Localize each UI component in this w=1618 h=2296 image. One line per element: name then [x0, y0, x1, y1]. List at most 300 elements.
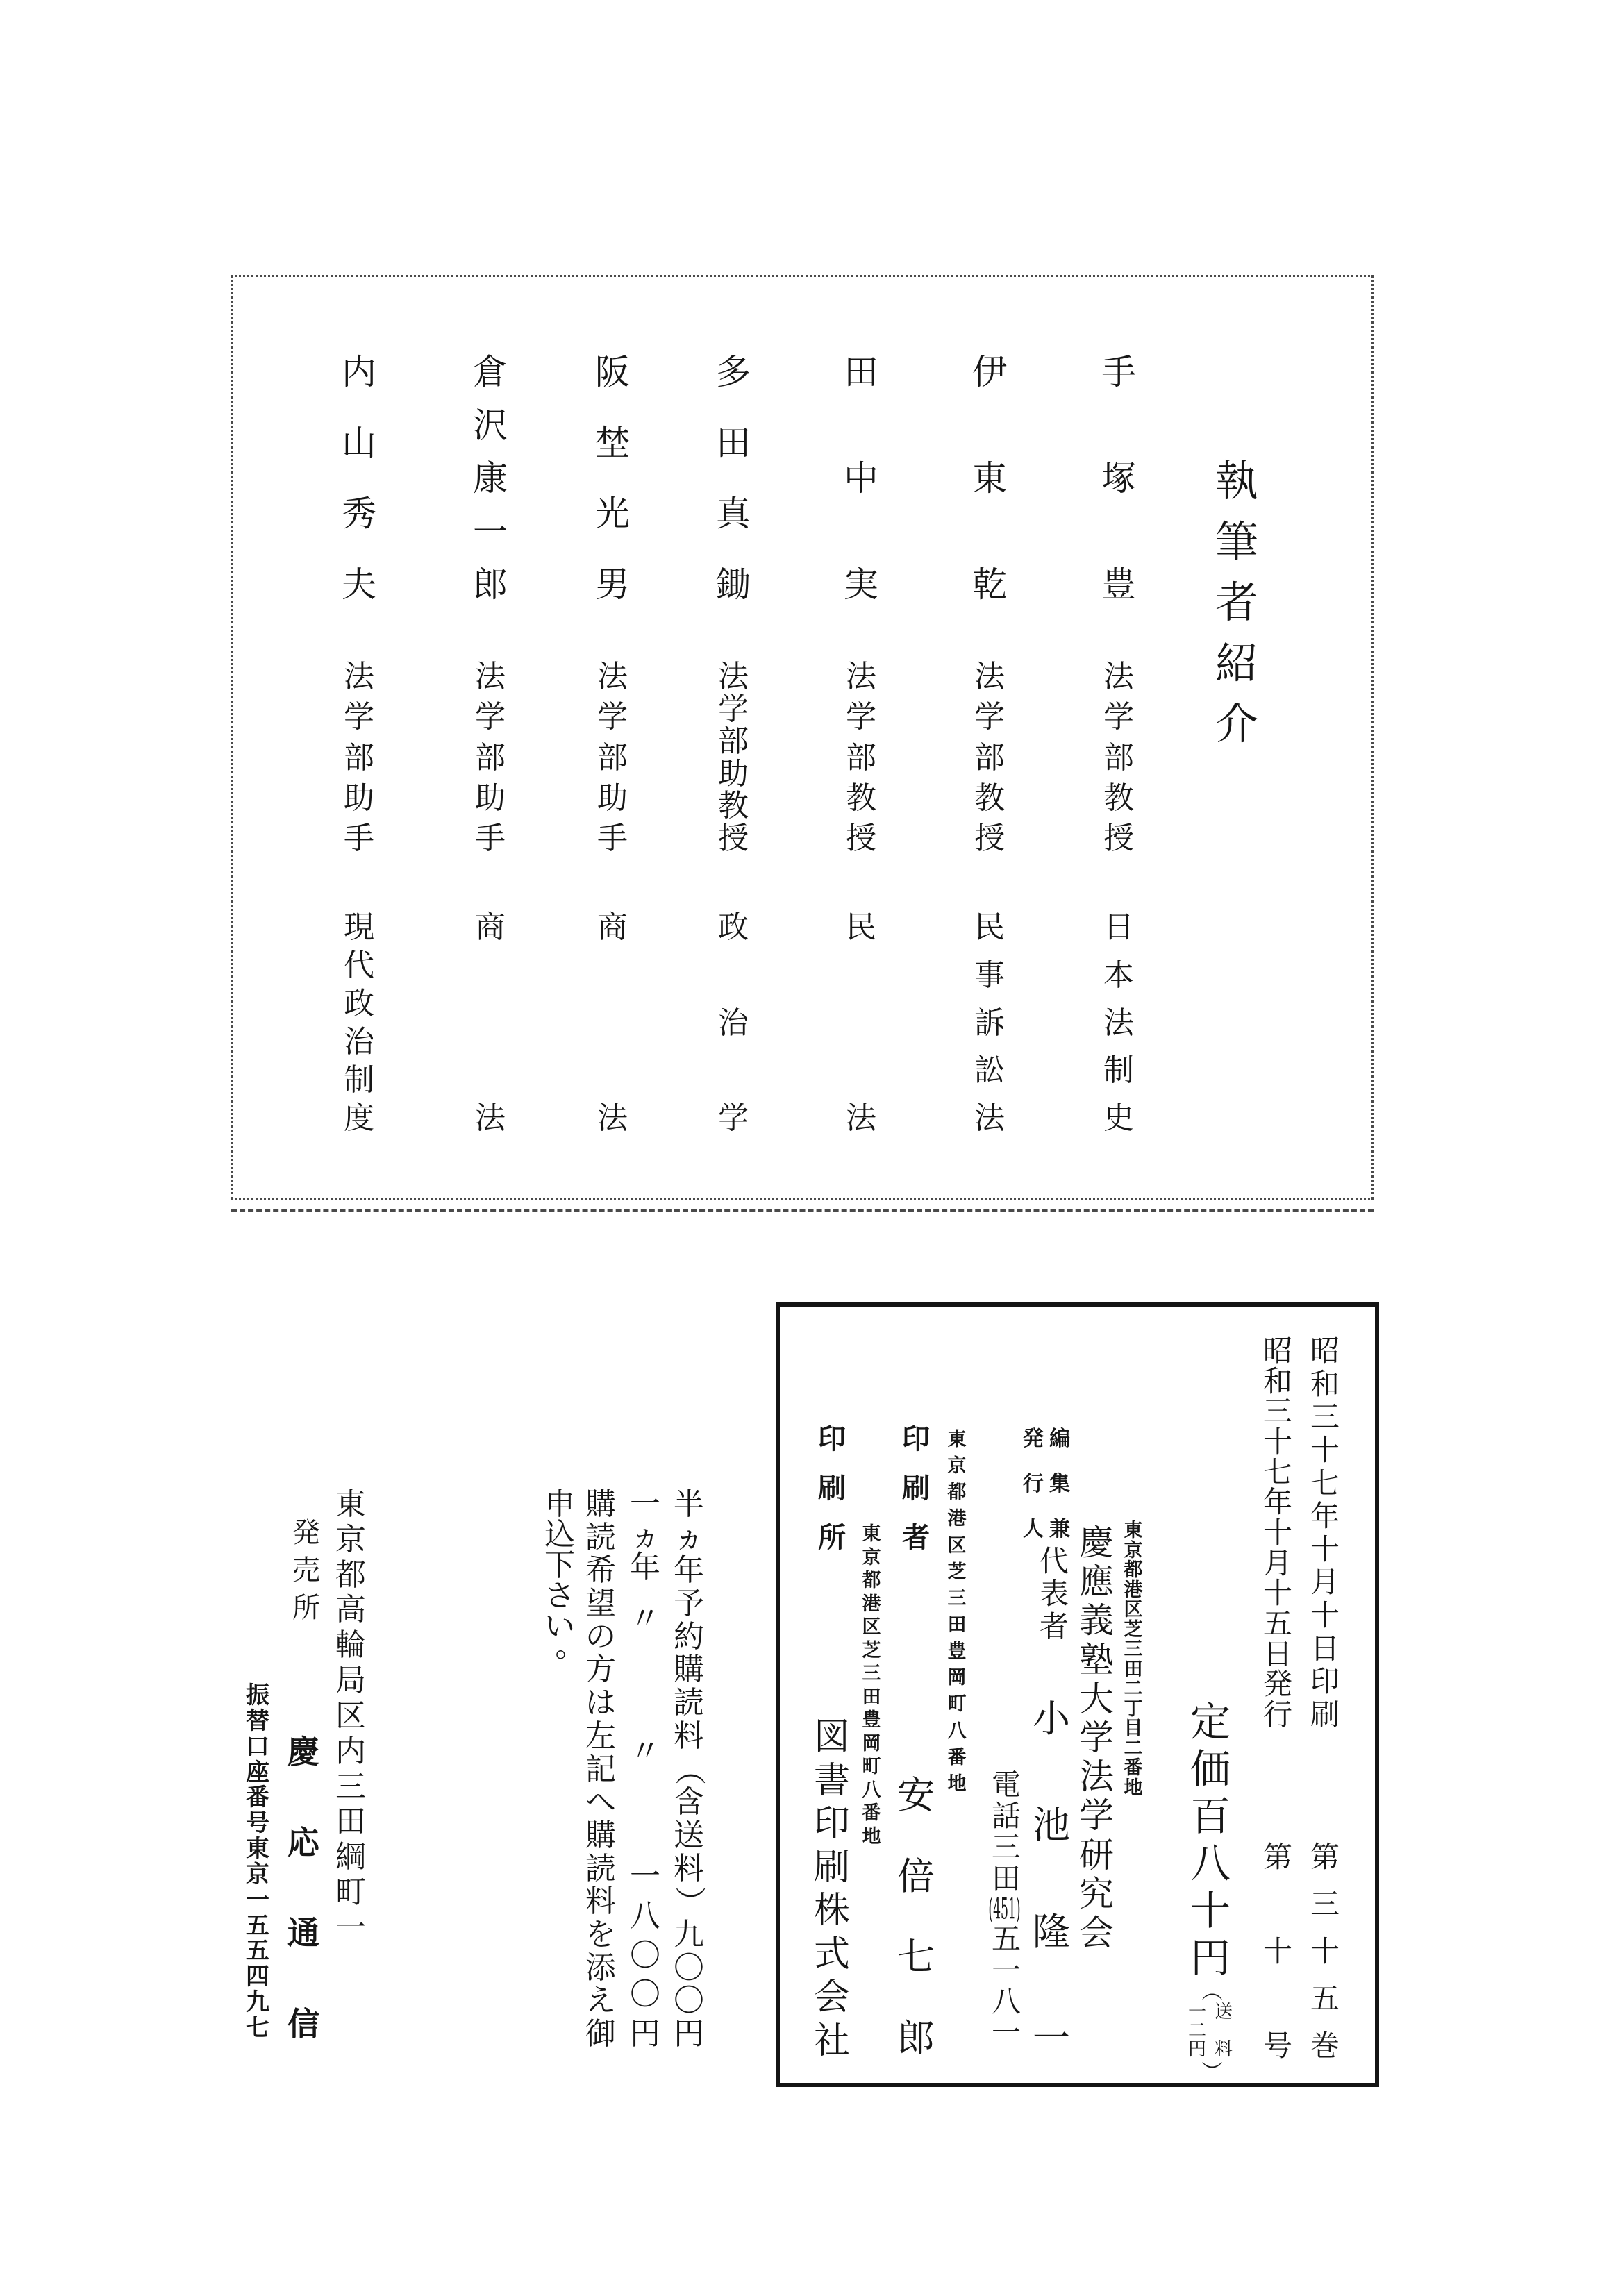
glyph: 町 — [862, 1756, 881, 1778]
glyph: 〇 — [674, 1950, 704, 1986]
glyph: 円 — [674, 2016, 704, 2052]
glyph: 地 — [1124, 1777, 1143, 1799]
glyph: 実 — [844, 564, 878, 605]
shipping-note — [1181, 1980, 1240, 2081]
glyph: 三 — [1310, 1887, 1340, 1921]
editor-organization — [1072, 1523, 1121, 1953]
issue-number — [1257, 1840, 1299, 2063]
glyph: 昭 — [1262, 1334, 1292, 1368]
glyph: 京 — [862, 1546, 881, 1568]
glyph: 教 — [974, 780, 1005, 816]
glyph: 塾 — [1079, 1639, 1114, 1680]
contributor-field — [591, 912, 634, 1134]
glyph: 法 — [974, 659, 1005, 694]
editor-representative-label — [1034, 1544, 1074, 1643]
glyph: 三 — [1262, 1394, 1292, 1429]
glyph: 授 — [974, 821, 1005, 856]
glyph: 左 — [585, 1718, 616, 1754]
glyph: 東 — [246, 1835, 269, 1863]
contributors-frame — [231, 275, 1374, 1200]
glyph: 番 — [947, 1746, 967, 1768]
contributor-name — [588, 352, 637, 605]
glyph: 記 — [585, 1751, 616, 1787]
glyph: 訟 — [974, 1053, 1005, 1089]
glyph: 番 — [246, 1784, 269, 1812]
glyph: 和 — [1310, 1366, 1340, 1401]
glyph: 口 — [246, 1732, 269, 1761]
glyph: 年 — [630, 1550, 660, 1585]
glyph: 五 — [1310, 1981, 1340, 2016]
glyph: 料 — [585, 1884, 616, 1920]
editor-name — [1025, 1697, 1078, 2060]
glyph: 月 — [1310, 1565, 1340, 1600]
glyph: 部 — [1103, 739, 1134, 776]
glyph: 印 — [813, 1803, 850, 1845]
glyph: 田 — [844, 352, 878, 392]
glyph: 申 — [544, 1486, 575, 1522]
glyph: 小 — [1033, 1697, 1070, 1741]
glyph: 内 — [335, 1733, 366, 1769]
glyph: 会 — [1079, 1912, 1114, 1953]
glyph: 京 — [947, 1455, 967, 1477]
glyph: 政 — [718, 910, 749, 945]
full-year-label — [624, 1486, 667, 1585]
glyph: 部 — [475, 739, 506, 776]
glyph: 七 — [246, 2013, 269, 2042]
glyph: 岡 — [862, 1732, 881, 1754]
glyph: 発 — [1262, 1667, 1292, 1702]
glyph: 法 — [1103, 1005, 1134, 1041]
printer-name — [890, 1773, 942, 2060]
glyph: 購 — [585, 1817, 616, 1853]
shipping-amount — [1185, 2003, 1209, 2059]
editor-label-right — [1046, 1429, 1074, 1540]
glyph: 中 — [844, 458, 878, 498]
glyph: 和 — [1262, 1364, 1292, 1398]
contributor-field — [712, 912, 755, 1134]
glyph: 学 — [974, 699, 1005, 735]
glyph: 三 — [1124, 1639, 1143, 1661]
glyph: 送 — [674, 1817, 704, 1853]
glyph: 通 — [287, 1914, 319, 1952]
glyph: 山 — [342, 423, 376, 463]
glyph: 豊 — [1101, 564, 1136, 605]
glyph: 民 — [974, 910, 1005, 945]
glyph: 輪 — [335, 1627, 366, 1664]
glyph: （ — [672, 1754, 707, 1785]
glyph: 御 — [585, 2016, 616, 2052]
glyph: 制 — [1103, 1053, 1134, 1089]
glyph: 東 — [335, 1486, 366, 1522]
glyph: 十 — [1262, 1934, 1292, 1968]
glyph: 一 — [473, 511, 508, 552]
glyph: 発 — [292, 1517, 320, 1549]
glyph: 区 — [947, 1534, 967, 1557]
glyph: 法 — [475, 1100, 506, 1136]
printer-address — [943, 1430, 971, 1793]
glyph: 助 — [597, 780, 628, 816]
glyph: 日 — [1262, 1636, 1292, 1671]
glyph: 号 — [1262, 2029, 1292, 2063]
glyph: 十 — [1262, 1424, 1292, 1459]
glyph: え — [585, 1983, 616, 2019]
glyph: 円 — [1190, 1934, 1231, 1981]
glyph: 半 — [674, 1486, 704, 1522]
glyph: 都 — [862, 1570, 881, 1592]
glyph: 法 — [846, 659, 876, 694]
glyph: 岡 — [947, 1667, 967, 1689]
glyph: 〇 — [630, 1937, 660, 1973]
glyph: 芝 — [862, 1639, 881, 1661]
glyph: 代 — [1039, 1544, 1069, 1578]
glyph: 印 — [1310, 1664, 1340, 1699]
glyph: 読 — [585, 1519, 616, 1555]
full-year-price — [624, 1861, 667, 2050]
distributor-name — [281, 1733, 326, 2043]
glyph: 東 — [947, 1429, 967, 1450]
phone-number: 五一八一 — [987, 1923, 1021, 2048]
glyph: 訴 — [974, 1005, 1005, 1041]
glyph: 料 — [674, 1850, 704, 1886]
glyph: 定 — [1190, 1698, 1231, 1745]
glyph: 介 — [1215, 698, 1258, 749]
glyph: 倉 — [473, 352, 508, 392]
glyph: 七 — [897, 1935, 935, 1979]
glyph: 八 — [630, 1897, 660, 1934]
glyph: ヵ — [630, 1518, 660, 1554]
glyph: 者 — [1039, 1609, 1069, 1643]
glyph: 方 — [585, 1652, 616, 1688]
glyph: 刷 — [818, 1472, 846, 1505]
glyph: 法 — [597, 659, 628, 694]
glyph: 乾 — [972, 564, 1007, 605]
ditto-mark — [624, 1601, 667, 1636]
transfer-account — [241, 1684, 274, 2040]
glyph: 法 — [475, 659, 506, 694]
glyph: 十 — [1262, 1576, 1292, 1611]
glyph: 人 — [1023, 1517, 1044, 1541]
contributor-field — [337, 912, 381, 1134]
glyph: 助 — [475, 780, 506, 816]
glyph: 式 — [813, 1933, 850, 1975]
contributor-position — [1097, 659, 1140, 856]
glyph: 慶 — [1079, 1523, 1114, 1563]
glyph: 豊 — [862, 1709, 881, 1732]
phone-prefix: 電話三田 — [987, 1769, 1021, 1894]
glyph: 印 — [902, 1423, 930, 1455]
glyph: 〃 — [630, 1601, 660, 1636]
glyph: 〇 — [630, 1977, 660, 2013]
glyph: 巻 — [1310, 2029, 1340, 2063]
glyph: 替 — [246, 1707, 269, 1735]
glyph: 七 — [1262, 1455, 1292, 1489]
glyph: 学 — [344, 699, 374, 735]
press-label — [812, 1425, 851, 1552]
glyph: 日 — [1310, 1631, 1340, 1666]
contributor-field — [840, 912, 883, 1134]
glyph: 昭 — [1310, 1334, 1340, 1368]
glyph: 行 — [1262, 1697, 1292, 1732]
glyph: 十 — [1310, 1934, 1340, 1968]
glyph: 埜 — [595, 423, 630, 463]
glyph: 商 — [475, 910, 506, 945]
glyph: 応 — [287, 1823, 319, 1861]
glyph: 二 — [1187, 2020, 1206, 2041]
glyph: 法 — [846, 1100, 876, 1136]
glyph: 東 — [972, 458, 1007, 498]
glyph: 年 — [674, 1552, 704, 1589]
glyph: 部 — [718, 723, 749, 760]
glyph: 編 — [1049, 1427, 1070, 1451]
contributor-position — [469, 659, 512, 856]
glyph: 学 — [718, 691, 749, 727]
glyph: 真 — [716, 494, 751, 534]
glyph: 田 — [1124, 1658, 1143, 1680]
glyph: 目 — [1124, 1718, 1143, 1740]
glyph: 八 — [1190, 1840, 1231, 1887]
glyph: 部 — [597, 739, 628, 776]
glyph: 法 — [344, 659, 374, 694]
glyph: 座 — [246, 1758, 269, 1786]
glyph: 四 — [246, 1963, 269, 1991]
contributor-field — [1097, 912, 1140, 1134]
glyph: 塚 — [1101, 458, 1136, 498]
subscription-note-end — [538, 1486, 586, 1671]
glyph: 法 — [718, 659, 749, 694]
glyph: 価 — [1190, 1745, 1231, 1793]
glyph: 沢 — [473, 405, 508, 446]
glyph: 三 — [947, 1587, 967, 1609]
glyph: 円 — [1187, 2039, 1206, 2060]
glyph: 第 — [1310, 1840, 1340, 1874]
glyph: 刷 — [902, 1472, 930, 1505]
glyph: 購 — [674, 1652, 704, 1688]
press-address — [858, 1525, 885, 1846]
glyph: 綱 — [335, 1839, 366, 1875]
glyph: 所 — [292, 1592, 320, 1624]
subscription-note — [579, 1486, 622, 2052]
glyph: 込 — [544, 1517, 575, 1552]
glyph: 九 — [246, 1988, 269, 2017]
glyph: 料 — [1214, 2039, 1233, 2060]
glyph: 安 — [897, 1773, 935, 1817]
glyph: 社 — [813, 2020, 850, 2062]
glyph: 年 — [1262, 1485, 1292, 1520]
glyph: 法 — [1079, 1757, 1114, 1798]
price — [1183, 1698, 1238, 1981]
glyph: 應 — [1079, 1561, 1114, 1602]
glyph: 第 — [1262, 1840, 1292, 1874]
glyph: 法 — [1103, 659, 1134, 694]
glyph: 授 — [718, 820, 749, 856]
glyph: 芝 — [947, 1561, 967, 1583]
glyph: 地 — [862, 1825, 881, 1847]
glyph: 学 — [846, 699, 876, 735]
glyph: 度 — [344, 1100, 374, 1136]
glyph: 者 — [902, 1521, 930, 1554]
contributors-title — [1207, 455, 1267, 749]
glyph: 望 — [585, 1586, 616, 1622]
glyph: 予 — [674, 1586, 704, 1622]
glyph: 日 — [1103, 910, 1134, 945]
ditto-mark — [624, 1736, 667, 1767]
glyph: 治 — [344, 1024, 374, 1059]
glyph: 港 — [1124, 1579, 1143, 1601]
glyph: 京 — [1124, 1539, 1143, 1561]
contributor-field — [968, 912, 1011, 1134]
glyph: 五 — [246, 1911, 269, 1940]
glyph: 八 — [947, 1720, 967, 1742]
glyph: を — [585, 1916, 616, 1952]
glyph: 隆 — [1033, 1909, 1070, 1954]
volume-number — [1304, 1840, 1346, 2063]
glyph: 手 — [475, 821, 506, 856]
glyph: 十 — [1310, 1532, 1340, 1566]
contributor-field — [469, 912, 512, 1134]
glyph: 八 — [862, 1779, 881, 1801]
glyph: 本 — [1103, 957, 1134, 993]
glyph: 購 — [585, 1486, 616, 1522]
glyph: 手 — [344, 821, 374, 856]
glyph: 三 — [1310, 1400, 1340, 1434]
glyph: 料 — [674, 1718, 704, 1754]
glyph: 学 — [718, 1100, 749, 1136]
glyph: 読 — [585, 1850, 616, 1886]
glyph: 田 — [947, 1614, 967, 1636]
glyph: 一 — [1033, 2016, 1070, 2060]
glyph: 授 — [846, 821, 876, 856]
contributor-name — [335, 352, 383, 605]
glyph: 東 — [862, 1523, 881, 1545]
glyph: 執 — [1215, 455, 1258, 506]
glyph: 義 — [1079, 1600, 1114, 1641]
glyph: 兼 — [1049, 1517, 1070, 1541]
glyph: 鋤 — [716, 564, 751, 605]
glyph: 都 — [947, 1482, 967, 1504]
glyph: 制 — [344, 1062, 374, 1098]
glyph: 一 — [630, 1859, 660, 1894]
print-date — [1304, 1334, 1346, 1732]
glyph: 田 — [716, 423, 751, 463]
glyph: 手 — [1101, 352, 1136, 392]
editor-label-left — [1019, 1429, 1047, 1540]
glyph: 夫 — [342, 564, 376, 605]
glyph: 丁 — [1124, 1698, 1143, 1720]
contributors-frame-dashed-rule — [231, 1209, 1374, 1212]
glyph: 京 — [335, 1521, 366, 1557]
contributor-name — [1094, 352, 1143, 605]
glyph: 刷 — [1310, 1697, 1340, 1732]
glyph: は — [585, 1685, 616, 1721]
glyph: 田 — [862, 1686, 881, 1708]
glyph: 区 — [862, 1616, 881, 1639]
glyph: 九 — [674, 1916, 704, 1952]
glyph: 十 — [1190, 1887, 1231, 1934]
glyph: 一 — [1187, 2002, 1206, 2022]
contributor-position — [337, 659, 381, 856]
glyph: 刷 — [813, 1846, 850, 1888]
glyph: 阪 — [595, 352, 630, 392]
glyph: 五 — [1262, 1606, 1292, 1641]
glyph: 〃 — [630, 1734, 660, 1769]
glyph: 大 — [1079, 1678, 1114, 1719]
glyph: へ — [585, 1784, 616, 1820]
glyph: さ — [544, 1578, 575, 1614]
glyph: 表 — [1039, 1577, 1069, 1611]
glyph: 添 — [585, 1950, 616, 1986]
glyph: 康 — [473, 458, 508, 498]
glyph: 送 — [1214, 2002, 1233, 2022]
glyph: 十 — [1262, 1515, 1292, 1550]
glyph: い — [544, 1609, 575, 1644]
glyph: 究 — [1079, 1873, 1114, 1914]
glyph: 番 — [1124, 1757, 1143, 1779]
contributor-position — [712, 659, 755, 856]
glyph: 学 — [1079, 1795, 1114, 1836]
glyph: 部 — [344, 739, 374, 776]
publish-date — [1257, 1334, 1299, 1732]
glyph: 政 — [344, 986, 374, 1021]
glyph: 学 — [475, 699, 506, 735]
editor-address — [1119, 1521, 1147, 1798]
glyph: 局 — [335, 1663, 366, 1699]
contributor-name — [965, 352, 1014, 605]
glyph: 学 — [1079, 1717, 1114, 1758]
glyph: 現 — [344, 910, 374, 945]
glyph: の — [585, 1618, 616, 1654]
glyph: 信 — [287, 2004, 319, 2043]
contributor-position — [968, 659, 1011, 856]
glyph: 授 — [1103, 821, 1134, 856]
half-year-subscription — [667, 1486, 710, 2052]
contributor-position — [840, 659, 883, 856]
glyph: 五 — [246, 1937, 269, 1966]
glyph: 七 — [1310, 1466, 1340, 1500]
glyph: 区 — [335, 1698, 366, 1734]
glyph: 民 — [846, 910, 876, 945]
glyph: 高 — [335, 1592, 366, 1628]
glyph: 助 — [718, 755, 749, 791]
glyph: 三 — [862, 1663, 881, 1685]
glyph: 者 — [1215, 577, 1258, 628]
printer-label — [896, 1425, 935, 1552]
glyph: 書 — [813, 1759, 850, 1802]
glyph: 番 — [862, 1802, 881, 1825]
glyph: 港 — [862, 1593, 881, 1615]
glyph: 。 — [555, 1628, 586, 1664]
shipping-pair — [1185, 2003, 1235, 2059]
glyph: 下 — [544, 1548, 575, 1583]
glyph: 所 — [818, 1521, 846, 1554]
glyph: 教 — [1103, 780, 1134, 816]
glyph: 円 — [630, 2016, 660, 2052]
glyph: 二 — [1124, 1737, 1143, 1759]
glyph: 手 — [597, 821, 628, 856]
contributor-name — [709, 352, 758, 605]
glyph: 発 — [1023, 1427, 1044, 1451]
glyph: 町 — [947, 1693, 967, 1716]
glyph: 図 — [813, 1716, 850, 1758]
glyph: 教 — [846, 780, 876, 816]
glyph: 港 — [947, 1508, 967, 1530]
glyph: 約 — [674, 1618, 704, 1654]
glyph: 売 — [292, 1555, 320, 1586]
glyph: 秀 — [342, 494, 376, 534]
glyph: 商 — [597, 910, 628, 945]
glyph: 印 — [818, 1423, 846, 1455]
glyph: 研 — [1079, 1834, 1114, 1875]
glyph: 地 — [947, 1773, 967, 1795]
